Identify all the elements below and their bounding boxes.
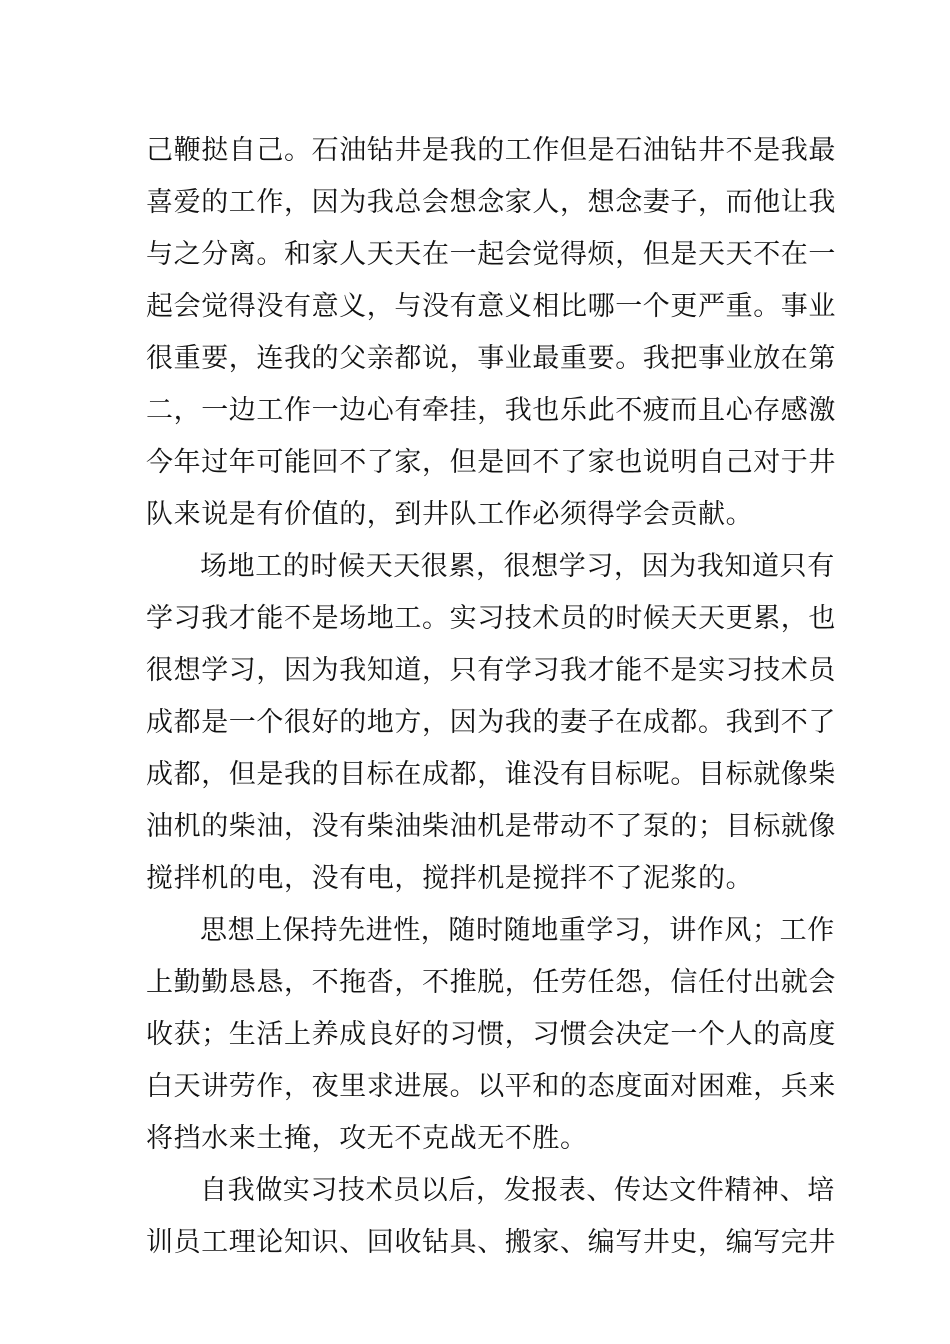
paragraph-start-line: 自我做实习技术员以后，发报表、传达文件精神、培 [200, 1175, 835, 1206]
text-line: 白天讲劳作，夜里求进展。以平和的态度面对困难，兵来 [146, 1071, 836, 1102]
text-line: 油机的柴油，没有柴油柴油机是带动不了泵的；目标就像 [146, 811, 836, 842]
text-line: 今年过年可能回不了家，但是回不了家也说明自己对于井 [146, 447, 836, 478]
paragraph-start-line: 思想上保持先进性，随时随地重学习，讲作风；工作 [200, 915, 835, 946]
text-line: 学习我才能不是场地工。实习技术员的时候天天更累，也 [146, 603, 836, 634]
text-line: 上勤勤恳恳，不拖沓，不推脱，任劳任怨，信任付出就会 [146, 967, 836, 998]
text-line: 己鞭挞自己。石油钻井是我的工作但是石油钻井不是我最 [146, 135, 836, 166]
text-line: 训员工理论知识、回收钻具、搬家、编写井史，编写完井 [146, 1227, 836, 1258]
text-line: 搅拌机的电，没有电，搅拌机是搅拌不了泥浆的。 [146, 863, 754, 894]
paragraph-start-line: 场地工的时候天天很累，很想学习，因为我知道只有 [200, 551, 835, 582]
document-body [146, 125, 836, 1269]
text-line: 队来说是有价值的，到井队工作必须得学会贡献。 [146, 499, 754, 530]
text-line: 收获；生活上养成良好的习惯，习惯会决定一个人的高度 [146, 1019, 836, 1050]
text-line: 成都，但是我的目标在成都，谁没有目标呢。目标就像柴 [146, 759, 836, 790]
text-line: 与之分离。和家人天天在一起会觉得烦，但是天天不在一 [146, 239, 836, 270]
text-line: 将挡水来土掩，攻无不克战无不胜。 [146, 1123, 588, 1154]
text-line: 很想学习，因为我知道，只有学习我才能不是实习技术员 [146, 655, 836, 686]
text-line: 很重要，连我的父亲都说，事业最重要。我把事业放在第 [146, 343, 836, 374]
text-line: 起会觉得没有意义，与没有意义相比哪一个更严重。事业 [146, 291, 836, 322]
text-line: 喜爱的工作，因为我总会想念家人，想念妻子，而他让我 [146, 187, 836, 218]
text-line: 二，一边工作一边心有牵挂，我也乐此不疲而且心存感激 [146, 395, 836, 426]
text-line: 成都是一个很好的地方，因为我的妻子在成都。我到不了 [146, 707, 836, 738]
